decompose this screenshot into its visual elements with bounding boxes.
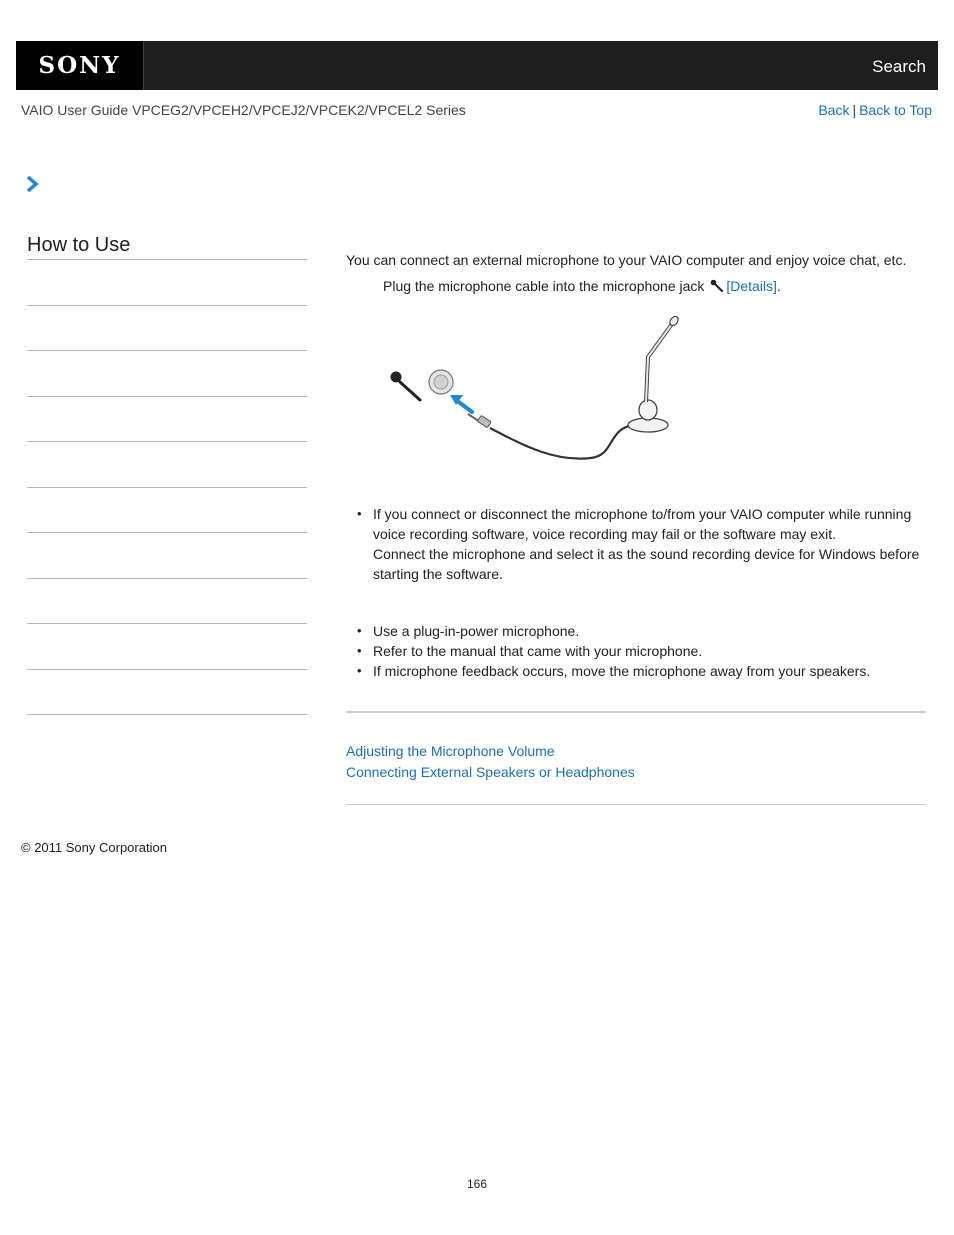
sidebar-item[interactable] [27,442,307,488]
note-line: • If you connect or disconnect the microphone to/from your VAIO computer while running voice recording software, voice recording may fail or the software may exit. [373,506,912,542]
microphone-stand [628,315,680,432]
logo-text: SONY [38,52,121,79]
sidebar-item[interactable] [27,670,307,716]
list-item: • Use a plug-in-power microphone. [346,621,928,641]
sidebar-item[interactable] [27,397,307,443]
guide-title: VAIO User Guide VPCEG2/VPCEH2/VPCEJ2/VPCEK2/VPCEL2 Series [21,102,466,118]
microphone-jack-port [429,370,453,394]
step-end: . [776,278,781,294]
step-1 [383,278,781,294]
notes-list-2 [346,621,928,681]
insert-arrow-icon [450,395,472,412]
related-link-microphone-volume[interactable]: Adjusting the Microphone Volume [346,743,555,759]
microphone-connection-illustration [386,312,696,472]
sidebar-item[interactable] [27,351,307,397]
microphone-jack-icon [710,279,724,293]
page-number: 166 [466,1177,488,1191]
list-item [346,504,928,584]
microphone-symbol-icon [391,372,421,401]
list-item: • If microphone feedback occurs, move the microphone away from your speakers. [346,661,928,681]
sidebar-item[interactable] [27,579,307,625]
divider [346,804,926,805]
note-line: Connect the microphone and select it as the sound recording device for Windows before starting the software. [373,546,920,582]
list-item: • Refer to the manual that came with your microphone. [346,641,928,661]
chevron-right-icon[interactable] [26,176,40,192]
sidebar-item[interactable] [27,260,307,306]
step-text: Plug the microphone cable into the microphone jack [383,278,705,294]
notes-list-1 [346,504,928,584]
nav-links [818,102,932,118]
sidebar [27,232,307,715]
intro-text: You can connect an external microphone to your VAIO computer and enjoy voice chat, etc. [346,252,907,268]
related-link-speakers-headphones[interactable]: Connecting External Speakers or Headphones [346,764,635,780]
sidebar-item[interactable] [27,306,307,352]
microphone-cable [490,424,638,459]
sony-logo[interactable] [16,41,144,90]
related-topics [346,741,635,783]
sidebar-heading: How to Use [27,232,307,260]
top-bar [16,41,938,90]
sidebar-item[interactable] [27,624,307,670]
back-link[interactable]: Back [818,102,850,118]
back-to-top-link[interactable]: Back to Top [859,102,932,118]
sidebar-item[interactable] [27,488,307,534]
nav-separator: | [852,102,857,118]
sidebar-item[interactable] [27,533,307,579]
microphone-plug [468,414,491,428]
divider [346,711,926,713]
search-link[interactable]: Search [872,57,926,76]
copyright: © 2011 Sony Corporation [21,840,167,855]
details-link[interactable]: [Details] [726,278,777,294]
